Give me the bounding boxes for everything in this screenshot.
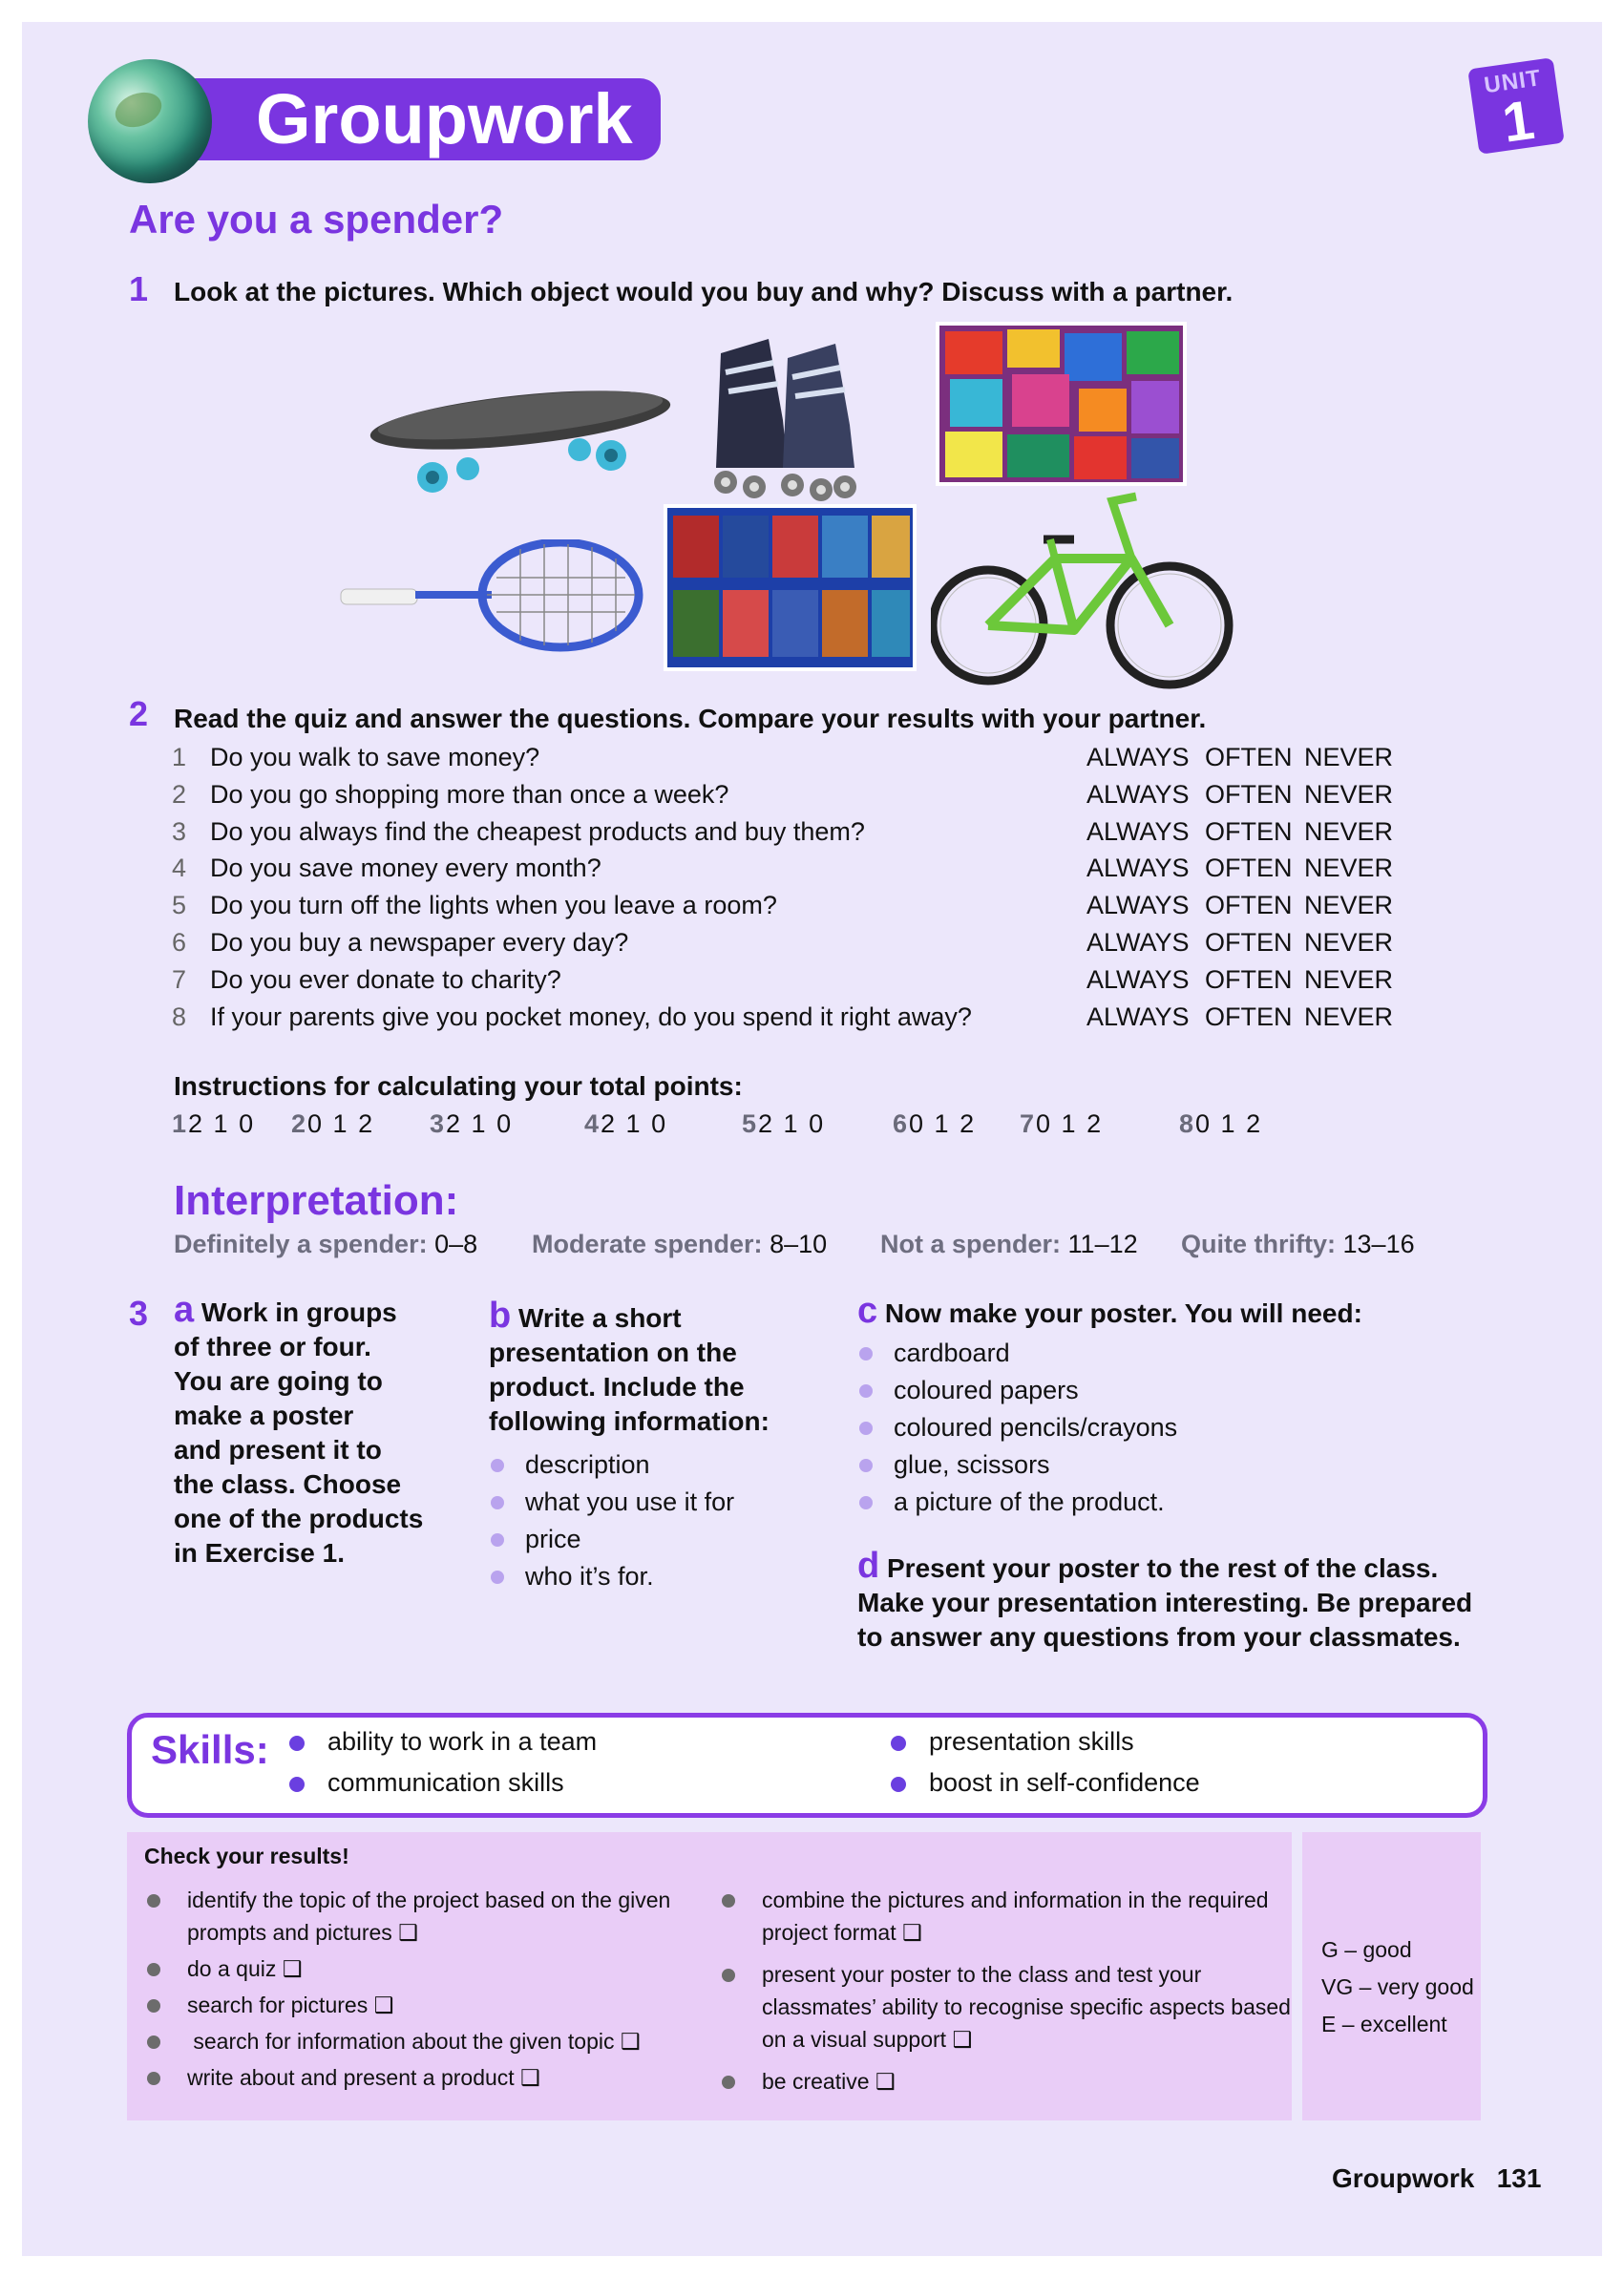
interpretation-label: Not a spender:: [880, 1230, 1062, 1258]
grade-excellent: E – excellent: [1321, 2012, 1447, 2036]
points-number: 6: [893, 1109, 910, 1138]
text-line: Make your presentation interesting. Be prepared: [857, 1588, 1473, 1617]
check-item-line: do a quiz ❑: [187, 1956, 303, 1981]
check-item-line: present your poster to the class and test your: [762, 1962, 1202, 1987]
exercise-1-number: 1: [129, 269, 149, 308]
toys-image: [936, 322, 1187, 486]
text-line: product. Include the: [489, 1372, 745, 1402]
page-footer: [1332, 2163, 1541, 2194]
interpretation-range: 8–10: [770, 1230, 828, 1258]
skills-box: [127, 1713, 1487, 1818]
points-values: 2 1 0: [758, 1109, 826, 1138]
text-line: the class. Choose: [174, 1469, 402, 1499]
points-values: 2 1 0: [446, 1109, 514, 1138]
skill-item: boost in self-confidence: [891, 1768, 1200, 1798]
points-number: 3: [430, 1109, 447, 1138]
inline-skates-image: [702, 334, 869, 506]
check-list-right: [719, 1884, 1291, 2107]
points-values: 2 1 0: [601, 1109, 668, 1138]
option-always[interactable]: ALWAYS: [1086, 1002, 1190, 1031]
question-text: Do you walk to save money?: [210, 743, 540, 771]
check-item-line: identify the topic of the project based on the given: [187, 1888, 671, 1912]
interpretation-item: [174, 1230, 477, 1259]
check-item-line: prompts and pictures ❑: [187, 1920, 418, 1945]
option-never[interactable]: NEVER: [1304, 928, 1394, 957]
points-number: 5: [742, 1109, 759, 1138]
unit-badge: [1467, 57, 1565, 155]
points-values: 0 1 2: [909, 1109, 977, 1138]
points-item: [584, 1109, 667, 1139]
question-text: Do you save money every month?: [210, 854, 601, 883]
question-number: 3: [172, 816, 187, 846]
check-item: [144, 1989, 679, 2021]
check-item: [719, 1958, 1291, 2056]
points-item: [742, 1109, 825, 1139]
interpretation-range: 13–16: [1342, 1230, 1415, 1258]
section-title: Are you a spender?: [129, 197, 504, 242]
check-results-title: Check your results!: [144, 1844, 349, 1868]
interpretation-item: [880, 1230, 1138, 1259]
interpretation-label: Moderate spender:: [532, 1230, 763, 1258]
exercise-3-number: 3: [129, 1294, 149, 1333]
points-number: 8: [1179, 1109, 1196, 1138]
points-item: [291, 1109, 374, 1139]
option-often[interactable]: OFTEN: [1205, 816, 1293, 846]
skills-title: Skills:: [151, 1727, 269, 1772]
exercise-3d-text-first: Present your poster to the rest of the class.: [887, 1553, 1439, 1583]
option-often[interactable]: OFTEN: [1205, 928, 1293, 957]
dvds-image: [664, 504, 917, 671]
interpretation-range: 11–12: [1067, 1230, 1138, 1258]
points-item: [893, 1109, 976, 1139]
bullet-item: a picture of the product.: [857, 1484, 1526, 1521]
grade-good: G – good: [1321, 1937, 1412, 1962]
option-always[interactable]: ALWAYS: [1086, 891, 1190, 920]
unit-label: UNIT: [1482, 65, 1544, 99]
check-item: [719, 1884, 1282, 1949]
skill-item: communication skills: [289, 1768, 564, 1798]
text-line: following information:: [489, 1406, 770, 1436]
page-number: 131: [1496, 2163, 1542, 2193]
bullet-item: what you use it for: [489, 1484, 804, 1521]
exercise-3c-list: [857, 1335, 1526, 1521]
skateboard-image: [368, 377, 673, 501]
check-item: [144, 2025, 679, 2057]
quiz-question-row: [172, 780, 1413, 816]
option-often[interactable]: OFTEN: [1205, 779, 1293, 809]
points-item: [1020, 1109, 1103, 1139]
quiz-question-row: [172, 817, 1413, 854]
exercise-3a-letter: a: [174, 1290, 195, 1330]
question-text: Do you turn off the lights when you leave a room?: [210, 891, 777, 920]
grade-legend-box: [1302, 1832, 1481, 2120]
points-number: 4: [584, 1109, 601, 1138]
points-values: 0 1 2: [1195, 1109, 1263, 1138]
question-number: 2: [172, 779, 187, 809]
question-text: Do you always find the cheapest products and buy them?: [210, 816, 865, 846]
option-often[interactable]: OFTEN: [1205, 854, 1293, 883]
exercise-3a: [174, 1290, 451, 1571]
bullet-item: cardboard: [857, 1335, 1526, 1372]
question-text: Do you go shopping more than once a week?: [210, 779, 729, 809]
bullet-item: price: [489, 1521, 804, 1558]
check-item: [144, 1952, 679, 1985]
check-item: [144, 2061, 679, 2094]
option-always[interactable]: ALWAYS: [1086, 743, 1190, 771]
exercise-3b-text-first: Write a short: [518, 1303, 682, 1333]
exercise-1-instruction: Look at the pictures. Which object would you buy and why? Discuss with a partner.: [174, 277, 1234, 306]
points-number: 1: [172, 1109, 189, 1138]
points-item: [172, 1109, 255, 1139]
text-line: presentation on the: [489, 1338, 737, 1367]
option-never[interactable]: NEVER: [1304, 743, 1394, 771]
tennis-racket-image: [339, 539, 644, 659]
points-title: Instructions for calculating your total points:: [174, 1071, 743, 1101]
check-item-line: search for pictures ❑: [187, 1993, 394, 2017]
option-often[interactable]: OFTEN: [1205, 891, 1293, 920]
quiz-question-row: [172, 891, 1413, 927]
bullet-item: glue, scissors: [857, 1446, 1526, 1484]
check-item: [719, 2065, 1282, 2098]
option-always[interactable]: ALWAYS: [1086, 854, 1190, 883]
check-item: [144, 1884, 679, 1949]
exercise-3d: [857, 1546, 1545, 1655]
text-line: make a poster: [174, 1401, 354, 1430]
option-always[interactable]: ALWAYS: [1086, 928, 1190, 957]
check-item-line: classmates’ ability to recognise specific aspects based: [762, 1994, 1291, 2019]
bullet-item: coloured papers: [857, 1372, 1526, 1409]
check-item-line: be creative ❑: [762, 2069, 896, 2094]
quiz-question-row: [172, 743, 1413, 779]
question-number: 1: [172, 743, 187, 771]
quiz-question-row: [172, 928, 1413, 964]
text-line: of three or four.: [174, 1332, 371, 1361]
check-results-box: [127, 1832, 1292, 2120]
bicycle-image: [931, 482, 1236, 697]
option-often[interactable]: OFTEN: [1205, 743, 1293, 771]
text-line: one of the products: [174, 1504, 424, 1533]
option-never[interactable]: NEVER: [1304, 779, 1394, 809]
exercise-3b-list: [489, 1446, 804, 1595]
exercise-3b-letter: b: [489, 1296, 512, 1336]
text-line: to answer any questions from your classmates.: [857, 1622, 1461, 1652]
option-often[interactable]: OFTEN: [1205, 1002, 1293, 1031]
skill-item: ability to work in a team: [289, 1727, 597, 1757]
text-line: and present it to: [174, 1435, 382, 1465]
exercise-3c-letter: c: [857, 1291, 878, 1331]
points-number: 2: [291, 1109, 308, 1138]
quiz-question-row: [172, 1002, 1413, 1039]
points-values: 0 1 2: [1036, 1109, 1104, 1138]
quiz-question-row: [172, 854, 1413, 890]
check-list-left: [144, 1884, 679, 2098]
check-item-line: search for information about the given topic ❑: [187, 2029, 641, 2054]
interpretation-title: Interpretation:: [174, 1177, 459, 1224]
interpretation-item: [532, 1230, 827, 1259]
check-item-line: combine the pictures and information in the required: [762, 1888, 1269, 1912]
points-item: [430, 1109, 513, 1139]
question-number: 7: [172, 964, 187, 994]
points-values: 0 1 2: [307, 1109, 375, 1138]
option-always[interactable]: ALWAYS: [1086, 779, 1190, 809]
text-line: in Exercise 1.: [174, 1538, 346, 1568]
text-line: You are going to: [174, 1366, 383, 1396]
check-item-line: on a visual support ❑: [762, 2027, 973, 2052]
exercise-3a-text-first: Work in groups: [200, 1297, 397, 1327]
option-never[interactable]: NEVER: [1304, 964, 1394, 994]
points-item: [1179, 1109, 1262, 1139]
bullet-item: coloured pencils/crayons: [857, 1409, 1526, 1446]
interpretation-item: [1181, 1230, 1415, 1259]
exercise-3d-letter: d: [857, 1546, 880, 1586]
question-number: 4: [172, 854, 187, 883]
question-number: 6: [172, 928, 187, 957]
skill-item: presentation skills: [891, 1727, 1134, 1757]
interpretation-label: Quite thrifty:: [1181, 1230, 1336, 1258]
exercise-3c: [857, 1291, 1526, 1521]
points-values: 2 1 0: [188, 1109, 256, 1138]
option-often[interactable]: OFTEN: [1205, 964, 1293, 994]
unit-number: 1: [1498, 88, 1538, 155]
option-always[interactable]: ALWAYS: [1086, 964, 1190, 994]
bullet-item: who it’s for.: [489, 1558, 804, 1595]
option-never[interactable]: NEVER: [1304, 854, 1394, 883]
question-number: 5: [172, 891, 187, 920]
question-text: Do you ever donate to charity?: [210, 964, 561, 994]
question-number: 8: [172, 1002, 187, 1031]
option-never[interactable]: NEVER: [1304, 891, 1394, 920]
exercise-2-instruction: Read the quiz and answer the questions. Compare your results with your partner.: [174, 704, 1207, 733]
interpretation-label: Definitely a spender:: [174, 1230, 428, 1258]
quiz-question-row: [172, 965, 1413, 1002]
globe-icon: [88, 59, 212, 183]
exercise-3b: [489, 1298, 804, 1595]
option-never[interactable]: NEVER: [1304, 1002, 1394, 1031]
option-never[interactable]: NEVER: [1304, 816, 1394, 846]
interpretation-range: 0–8: [434, 1230, 478, 1258]
grade-very-good: VG – very good: [1321, 1974, 1474, 1999]
question-text: Do you buy a newspaper every day?: [210, 928, 629, 957]
check-item-line: write about and present a product ❑: [187, 2065, 540, 2090]
check-item-line: project format ❑: [762, 1920, 922, 1945]
page-title: Groupwork: [256, 79, 633, 158]
points-number: 7: [1020, 1109, 1037, 1138]
question-text: If your parents give you pocket money, do you spend it right away?: [210, 1002, 972, 1031]
exercise-2-number: 2: [129, 694, 149, 733]
option-always[interactable]: ALWAYS: [1086, 816, 1190, 846]
bullet-item: description: [489, 1446, 804, 1484]
footer-label: Groupwork: [1332, 2163, 1475, 2193]
exercise-3c-text: Now make your poster. You will need:: [884, 1298, 1362, 1328]
